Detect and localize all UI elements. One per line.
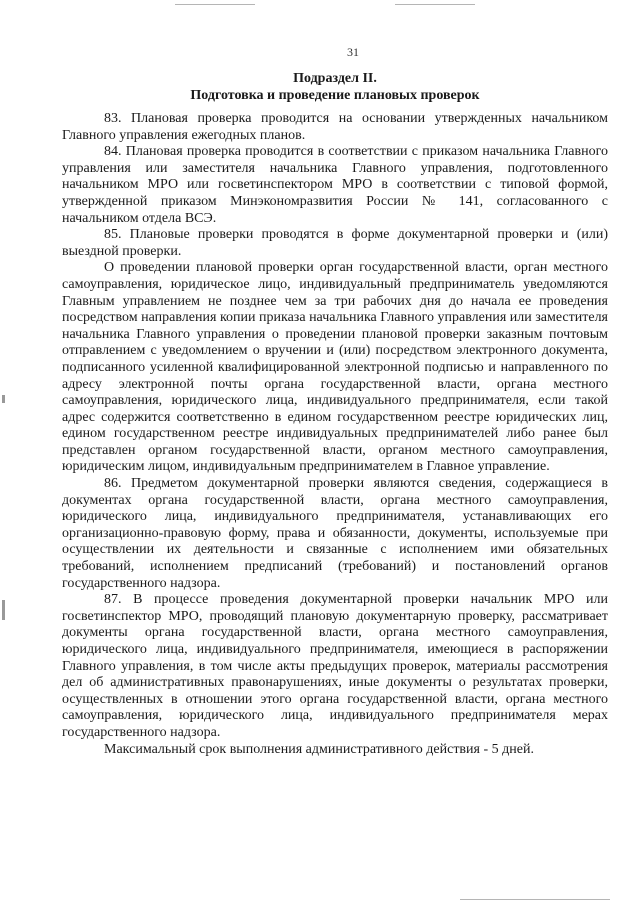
paragraph-86: 86. Предметом документарной проверки являются сведения, содержащиеся в документах органа государственной власти, органа местного самоуправления, юридического лица, индивидуального предпринимателя, устанавливающих его организационно-правовую форму, права и обязанности, документы, используемые при осуществлении их деятельности и связанные с исполнением ими обязательных требований, исполнением предписаний (требований) и постановлений органов государственного надзора. [62,476,608,591]
paragraph-notification: О проведении плановой проверки орган государственной власти, орган местного самоуправления, юридическое лицо, индивидуальный предприниматель уведомляются Главным управлением не позднее чем за три рабочих дня до начала ее проведения посредством направления копии приказа начальника Главного управления или заместителя начальника Главного управления о проведении плановой проверки заказным почтовым отправлением с уведомлением о вручении и (или) посредством электронного документа, подписанного усиленной квалифицированной электронной подписью и направленного по адресу электронной почты органа государственной власти, органа местного самоуправления, юридического лица, индивидуального предпринимателя, если такой адрес содержится соответственно в едином государственном реестре юридических лиц, едином государственном реестре индивидуальных предпринимателей либо ранее был представлен органом государственной власти, органом местного самоуправления, юридическим лицом, индивидуальным предпринимателем в Главное управление. [62,260,608,475]
document-body [62,111,608,758]
section-heading-line-2: Подготовка и проведение плановых проверок [190,88,480,103]
paragraph-max-term: Максимальный срок выполнения административного действия - 5 дней. [104,741,534,757]
scan-edge-mark [2,395,5,403]
section-heading [62,70,608,104]
scan-artifact-bottom [460,899,610,900]
paragraph-83: 83. Плановая проверка проводится на основании утвержденных начальником Главного управления ежегодных планов. [62,111,608,143]
paragraph-84: 84. Плановая проверка проводится в соответствии с приказом начальника Главного управления или заместителя начальника Главного управления, подготовленного начальником МРО или госветинспектором МРО в соответствии с типовой формой, утвержденной приказом Минэкономразвития России № 141, согласованного с начальником отдела ВСЭ. [62,144,608,226]
scan-artifact-top-2 [395,4,475,5]
section-heading-line-1: Подраздел II. [293,71,377,86]
scan-artifact-top-1 [175,4,255,5]
paragraph-87: 87. В процессе проведения документарной проверки начальник МРО или госветинспектор МРО, проводящий плановую документарную проверку, рассматривает документы органа государственной власти, органа местного самоуправления, юридического лица, индивидуального предпринимателя, имеющиеся в распоряжении Главного управления, в том числе акты предыдущих проверок, материалы рассмотрения дел об административных правонарушениях, иные документы о результатах проверки, осуществленных в отношении этого органа государственной власти, органа местного самоуправления, юридического лица, индивидуального предпринимателя мерах государственного надзора. [62,592,608,740]
scan-edge-mark [2,600,5,620]
paragraph-85: 85. Плановые проверки проводятся в форме документарной проверки и (или) выездной проверки. [62,227,608,259]
page-number: 31 [347,45,359,59]
